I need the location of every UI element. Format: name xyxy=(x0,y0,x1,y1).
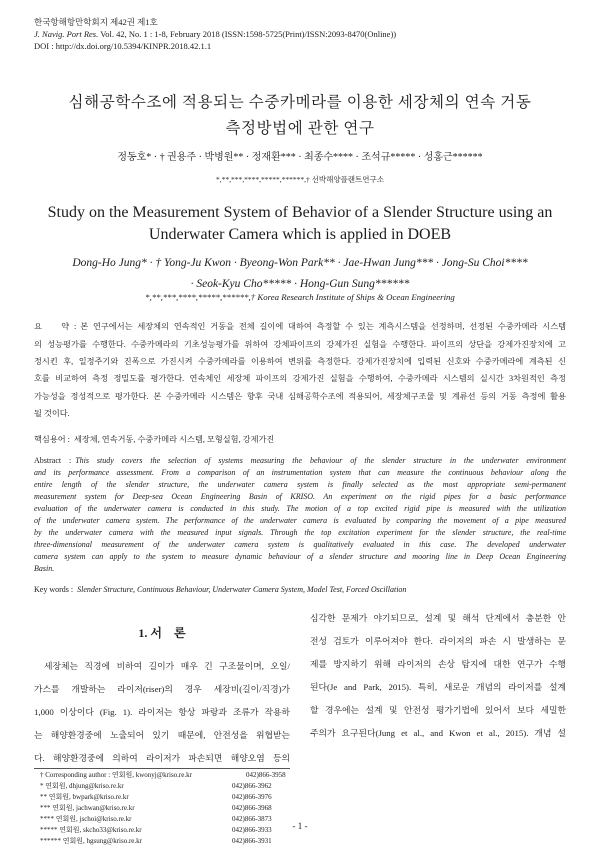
abstract-en-line xyxy=(34,539,566,551)
body-line: 심각한 문제가 야기되므로, 설계 및 해석 단계에서 충분한 안 xyxy=(310,613,566,623)
abstract-en-line xyxy=(34,551,566,563)
abstract-en-text: entire length of the slender structure, the underwater camera system is finally selected as the most appropriate semi-permanent xyxy=(34,480,566,489)
footnote-text: **** 연회원, jschoi@kriso.re.kr xyxy=(40,815,132,823)
abstract-ko-line: 정시킨 후, 일정주기와 진폭으로 가진시켜 수중카메라를 이용하여 변위를 측정한다. 강제가진장치에 입력된 신호와 수중카메라에 계측된 신 xyxy=(34,357,566,366)
footnote-phone: 042)866-3976 xyxy=(232,793,272,801)
abstract-en-text: and its performance assessment. From a comparison of an instrumentation system that can measure the continuous behaviour along the xyxy=(34,468,566,477)
doi-line: DOI : http://dx.doi.org/10.5394/KINPR.2018.42.1.1 xyxy=(34,41,212,51)
footnote-text: ***** 연회원, skcho33@kriso.re.kr xyxy=(40,826,142,834)
footnote-rule xyxy=(34,768,290,769)
footnote-phone: 042)866-3933 xyxy=(232,826,272,834)
keywords-en-label: Key words : xyxy=(34,585,74,594)
abstract-ko-line: 의 성능평가를 수행한다. 수중카메라의 기초성능평가를 위하여 강체파이프의 강제가진 실험을 수행한다. 파이프의 상단을 강제가진장치에 고 xyxy=(34,340,566,349)
abstract-en-text: measurement system for Deep-sea Ocean Engineering Basin of KRISO. An experiment on the rigid pipes for a basic performance xyxy=(34,492,566,501)
abstract-en-text: evaluation of the underwater camera is conducted in this study. The motion of a top excited rigid pipe is measured with the utilization xyxy=(34,504,566,513)
title-ko-line: 측정방법에 관한 연구 xyxy=(225,120,375,137)
affiliation-ko: *,**,***,****,*****,******,† 선박해양플랜트연구소 xyxy=(215,175,385,184)
keywords-ko xyxy=(34,433,566,447)
abstract-en-line xyxy=(34,563,566,575)
footnote-phone: 042)866-3968 xyxy=(232,804,272,812)
abstract-en-text: camera system can apply to the system to measure dynamic behaviour of a slender structure and mooring line in Deep Ocean Engineering xyxy=(34,552,566,561)
body-line: 할 경우에는 설계 및 안전성 평가기법에 있어서 보다 세밀한 xyxy=(310,705,566,715)
citation-details: Vol. 42, No. 1 : 1-8, February 2018 (ISSN:1598-5725(Print)/ISSN:2093-8470(Online)) xyxy=(100,29,397,39)
abstract-en-line xyxy=(34,467,566,479)
abstract-ko-line xyxy=(34,320,566,334)
body-line: 주의가 요구된다(Jung et al., and Kwon et al., 2015). 개념 설 xyxy=(310,728,566,738)
keywords-ko-text: 세장체, 연속거동, 수중카메라 시스템, 모형실험, 강제가진 xyxy=(73,435,275,444)
footnote-text: ****** 연회원, hgsung@kriso.re.kr xyxy=(40,837,142,845)
authors-en-line: Dong-Ho Jung* · † Yong-Ju Kwon · Byeong-Won Park** · Jae-Hwan Jung*** · Jong-Su Choi**** xyxy=(72,257,528,269)
abstract-en-line xyxy=(34,527,566,539)
body-line: 전성 검토가 이루어져야 한다. 라이저의 파손 시 발생하는 문 xyxy=(310,636,566,646)
footnote-text: ** 연회원, bwpark@kriso.re.kr xyxy=(40,793,129,801)
abstract-ko-line: 될 것이다. xyxy=(34,409,70,418)
keywords-en xyxy=(34,584,566,596)
abstract-en-label: Abstract : xyxy=(34,456,72,465)
citation-line xyxy=(34,28,566,40)
abstract-en-text: three-dimensional measurement of the underwater camera system is qualitatively evaluated in this case. The developed underwater xyxy=(34,540,566,549)
footnote xyxy=(34,836,290,846)
affiliation-en: *,**,***,****,*****,******,† Korea Research Institute of Ships & Ocean Engineering xyxy=(145,292,455,302)
abstract-en-text: This study covers the selection of systems measuring the behaviour of the slender structure in the underwater environment xyxy=(75,456,566,465)
title-en-line: Study on the Measurement System of Behavior of a Slender Structure using an xyxy=(47,204,553,221)
abstract-ko-label: 요 약 : xyxy=(34,322,77,331)
abstract-en-text: Basin. xyxy=(34,564,55,573)
keywords-ko-label: 핵심용어 : xyxy=(34,435,70,444)
keywords-en-text: Slender Structure, Continuous Behaviour, Underwater Camera System, Model Test, Forced Oscillation xyxy=(77,585,407,594)
footnote xyxy=(34,792,290,802)
journal-abbrev: J. Navig. Port Res. xyxy=(34,29,99,39)
abstract-ko-text: 본 연구에서는 세장체의 연속적인 거동을 전체 길이에 대하여 측정할 수 있는 계측시스템을 선정하며, 선정된 수중카메라 시스템 xyxy=(80,322,566,331)
body-line: 다. 해양환경중에 의하여 라이저가 파손되면 해양오염 등의 xyxy=(34,753,290,763)
title-en-line: Underwater Camera which is applied in DOEB xyxy=(148,226,452,243)
footnote-phone: 042)866-3962 xyxy=(232,782,272,790)
journal-name-ko: 한국항해항만학회지 제42권 제1호 xyxy=(34,17,158,27)
page-number: - 1 - xyxy=(292,821,308,831)
abstract-ko-line: 호를 비교하여 측정 정밀도를 평가한다. 연속체인 세장체 파이프의 강제가진 실험을 수행하여, 수중카메라 시스템의 실시간 3차원적인 측정 xyxy=(34,374,566,383)
body-line: 된다(Je and Park, 2015). 특히, 새로운 개념의 라이저를 설계 xyxy=(310,682,566,692)
section-heading: 1. 서 론 xyxy=(138,626,186,640)
footnote xyxy=(34,781,290,791)
body-line: 는 해양환경중에 노출되어 있기 때문에, 안전성을 위협받는 xyxy=(34,730,290,740)
abstract-en-line xyxy=(34,479,566,491)
footnote-phone: 042)866-3931 xyxy=(232,837,272,845)
abstract-en-line xyxy=(34,455,566,467)
abstract-en-line xyxy=(34,503,566,515)
abstract-en-text: of the underwater camera system. The performance of the underwater camera is evaluated by comparing the movement of a pipe measured xyxy=(34,516,566,525)
abstract-en-line xyxy=(34,491,566,503)
abstract-en-text: by the underwater camera with the measured input signals. Through the top excitation experiment for the slender structure, the real-time xyxy=(34,528,566,537)
footnote xyxy=(34,803,290,813)
footnote-text: † Corresponding author : 연회원, kwonyj@kriso.re.kr xyxy=(40,771,192,779)
abstract-ko-line: 가능성을 정성적으로 평가한다. 본 수중카메라 시스템은 향후 국내 심해공학수조에 적용되어, 세장체구조물 및 계류선 등의 거동 측정에 활용 xyxy=(34,392,566,401)
body-line: 제를 방지하기 위해 라이저의 손상 탐지에 대한 연구가 수행 xyxy=(310,659,566,669)
title-ko-line: 심해공학수조에 적용되는 수중카메라를 이용한 세장체의 연속 거동 xyxy=(68,94,532,111)
body-line: 1,000 이상이다 (Fig. 1). 라이저는 항상 파랑과 조류가 작용하 xyxy=(34,707,290,717)
footnote-text: *** 연회원, jachwan@kriso.re.kr xyxy=(40,804,135,812)
authors-en-line: · Seok-Kyu Cho***** · Hong-Gun Sung****** xyxy=(190,278,410,290)
body-line: 가스를 개발하는 라이저(riser)의 경우 세장비(길이/직경)가 xyxy=(34,684,290,694)
abstract-en-line xyxy=(34,515,566,527)
authors-ko: 정동호* · † 권용주 · 박병원** · 정재환*** · 최종수**** · 조석규***** · 성홍근****** xyxy=(117,152,483,163)
footnote-phone: 042)866-3873 xyxy=(232,815,272,823)
body-line: 세장체는 직경에 비하여 길이가 매우 긴 구조물이며, 오일/ xyxy=(44,661,290,671)
footnote-text: * 연회원, dhjung@kriso.re.kr xyxy=(40,782,124,790)
footnote xyxy=(34,770,290,780)
footnote-phone: 042)866-3958 xyxy=(246,771,286,779)
